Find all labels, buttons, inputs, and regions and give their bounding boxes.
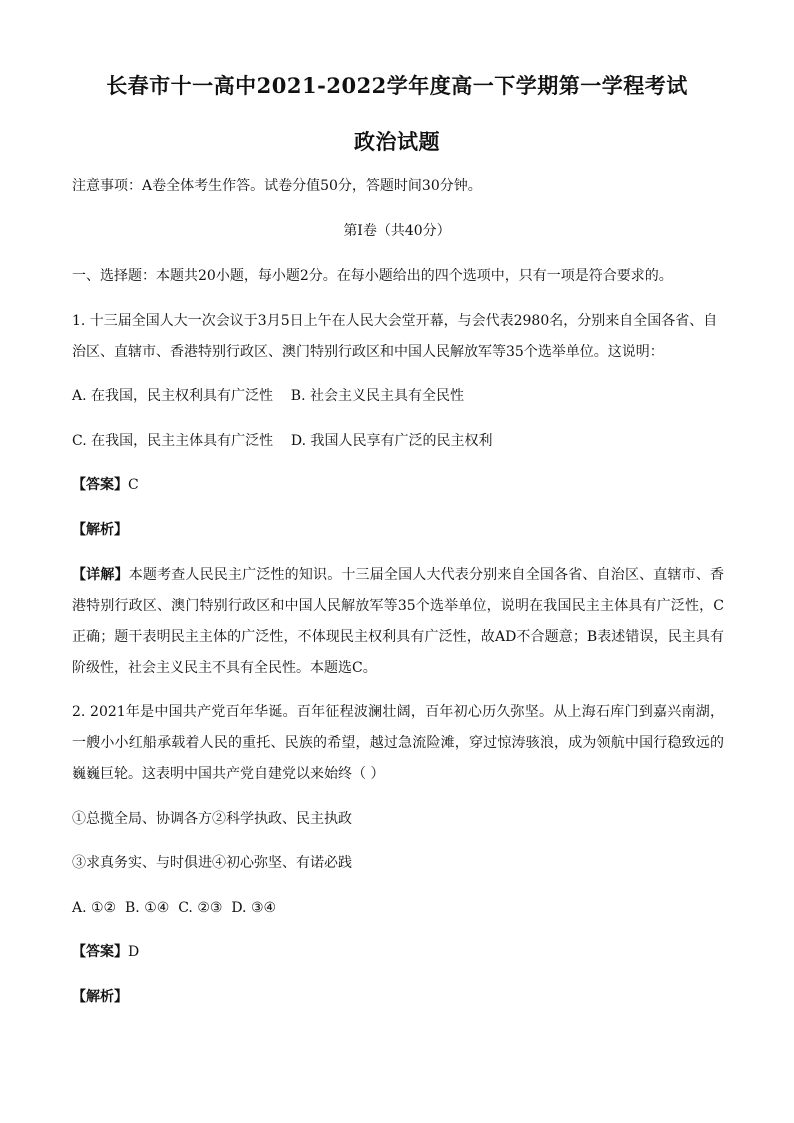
q2-analysis: [72, 988, 722, 1006]
q1-analysis-tag: 【解析】: [72, 522, 128, 538]
part-heading: 第Ⅰ卷（共40分）: [343, 223, 451, 239]
q2-answer-tag: 【答案】: [72, 944, 128, 960]
q2-answer-value: D: [128, 944, 140, 960]
q1-detail: [72, 560, 724, 684]
exam-subtitle: 政治试题: [354, 129, 440, 154]
q2-options: A. ①② B. ①④ C. ②③ D. ③④: [72, 900, 277, 916]
q1-stem-line1: 1. 十三届全国人大一次会议于3月5日上午在人民大会堂开幕，与会代表2980名，分别来自全国各省、自: [72, 313, 718, 329]
exam-title: 长春市十一高中2021-2022学年度高一下学期第一学程考试: [106, 73, 688, 98]
exam-notice: 注意事项：A卷全体考生作答。试卷分值50分，答题时间30分钟。: [72, 178, 482, 194]
q1-answer-tag: 【答案】: [72, 477, 128, 493]
q2-answer: [72, 943, 722, 961]
section-instruction: 一、选择题：本题共20小题，每小题2分。在每小题给出的四个选项中，只有一项是符合要求的。: [72, 268, 673, 284]
q1-answer: [72, 476, 722, 494]
q1-answer-value: C: [128, 477, 139, 493]
q2-choices-line1: ①总揽全局、协调各方②科学执政、民主执政: [72, 811, 352, 827]
q2-choices-line2: ③求真务实、与时俱进④初心弥坚、有诺必践: [72, 855, 352, 871]
q1-options-line1: A. 在我国，民主权利具有广泛性 B. 社会主义民主具有全民性: [72, 388, 464, 404]
q1-detail-tag: 【详解】: [72, 567, 129, 583]
q1-options-line2: C. 在我国，民主主体具有广泛性 D. 我国人民享有广泛的民主权利: [72, 433, 493, 449]
q2-stem: 2. 2021年是中国共产党百年华诞。百年征程波澜壮阔，百年初心历久弥坚。从上海石库门到嘉兴南湖，一艘小小红船承载着人民的重托、民族的希望，越过急流险滩，穿过惊涛骇浪，成为领航中国行稳致远的巍巍巨轮。这表明中国共产党自建党以来始终（ ）: [72, 704, 724, 782]
q1-stem-line2: 治区、直辖市、香港特别行政区、澳门特别行政区和中国人民解放军等35个选举单位。这说明：: [72, 344, 664, 360]
q2-analysis-tag: 【解析】: [72, 989, 128, 1005]
q1-detail-text: 本题考查人民民主广泛性的知识。十三届全国人大代表分别来自全国各省、自治区、直辖市、香港特别行政区、澳门特别行政区和中国人民解放军等35个选举单位，说明在我国民主主体具有广泛性，C正确；题干表明民主主体的广泛性，不体现民主权利具有广泛性，故AD不合题意；B表述错误，民主具有阶级性，社会主义民主不具有全民性。本题选C。: [72, 567, 725, 676]
q1-analysis: [72, 521, 722, 539]
